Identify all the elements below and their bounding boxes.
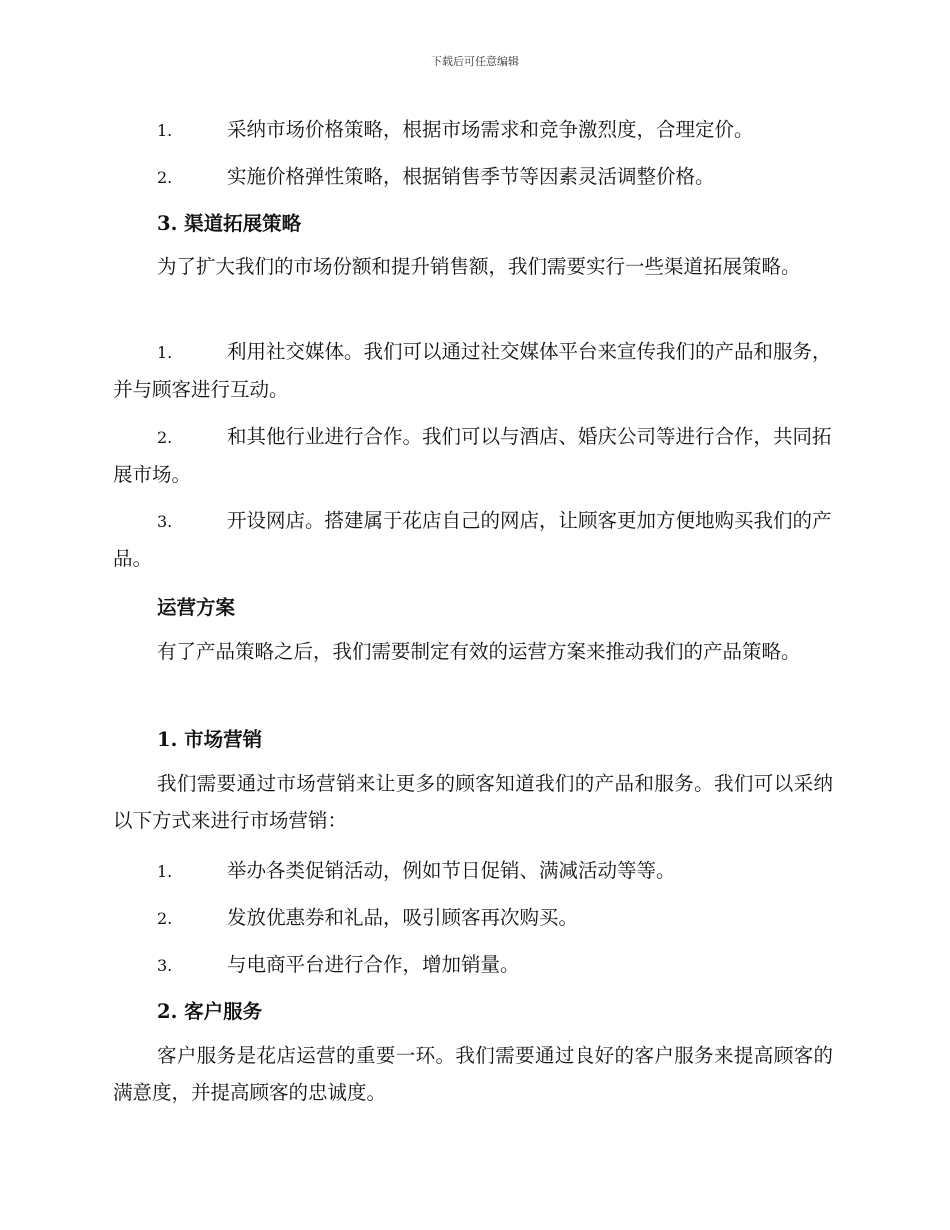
paragraph: 客户服务是花店运营的重要一环。我们需要通过良好的客户服务来提高顾客的满意度，并提高顾客的忠诚度。 bbox=[113, 1044, 833, 1104]
list-text: 开设网店。搭建属于花店自己的网店，让顾客更加方便地购买我们的产品。 bbox=[113, 509, 832, 570]
section-heading: 1. 市场营销 bbox=[157, 728, 263, 751]
list-item bbox=[113, 418, 833, 493]
list-text: 采纳市场价格策略，根据市场需求和竞争激烈度，合理定价。 bbox=[227, 118, 754, 141]
list-number: 2. bbox=[157, 428, 173, 447]
list-number: 3. bbox=[157, 956, 173, 975]
list-text: 举办各类促销活动，例如节日促销、满减活动等等。 bbox=[227, 859, 676, 882]
list-item bbox=[157, 902, 833, 930]
list-item bbox=[157, 855, 833, 883]
list-item bbox=[157, 949, 833, 977]
list-number: 1. bbox=[157, 862, 173, 881]
paragraph: 有了产品策略之后，我们需要制定有效的运营方案来推动我们的产品策略。 bbox=[157, 640, 801, 663]
list-number: 2. bbox=[157, 909, 173, 928]
list-number: 2. bbox=[157, 168, 173, 187]
paragraph: 为了扩大我们的市场份额和提升销售额，我们需要实行一些渠道拓展策略。 bbox=[157, 255, 801, 278]
page-header: 下载后可任意编辑 bbox=[431, 55, 519, 68]
list-text: 实施价格弹性策略，根据销售季节等因素灵活调整价格。 bbox=[227, 165, 715, 188]
list-number: 1. bbox=[157, 343, 173, 362]
list-item bbox=[157, 114, 833, 142]
list-text: 利用社交媒体。我们可以通过社交媒体平台来宣传我们的产品和服务，并与顾客进行互动。 bbox=[113, 340, 832, 401]
list-number: 1. bbox=[157, 121, 173, 140]
list-text: 与电商平台进行合作，增加销量。 bbox=[227, 953, 520, 976]
paragraph: 我们需要通过市场营销来让更多的顾客知道我们的产品和服务。我们可以采纳以下方式来进行市场营销： bbox=[113, 772, 833, 832]
list-text: 和其他行业进行合作。我们可以与酒店、婚庆公司等进行合作，共同拓展市场。 bbox=[113, 425, 832, 486]
list-number: 3. bbox=[157, 512, 173, 531]
list-item bbox=[157, 161, 833, 189]
section-heading: 3. 渠道拓展策略 bbox=[157, 212, 302, 235]
section-heading: 运营方案 bbox=[157, 596, 236, 619]
list-item bbox=[113, 502, 833, 577]
section-heading: 2. 客户服务 bbox=[157, 1000, 263, 1023]
list-text: 发放优惠券和礼品，吸引顾客再次购买。 bbox=[227, 906, 579, 929]
list-item bbox=[113, 333, 833, 408]
